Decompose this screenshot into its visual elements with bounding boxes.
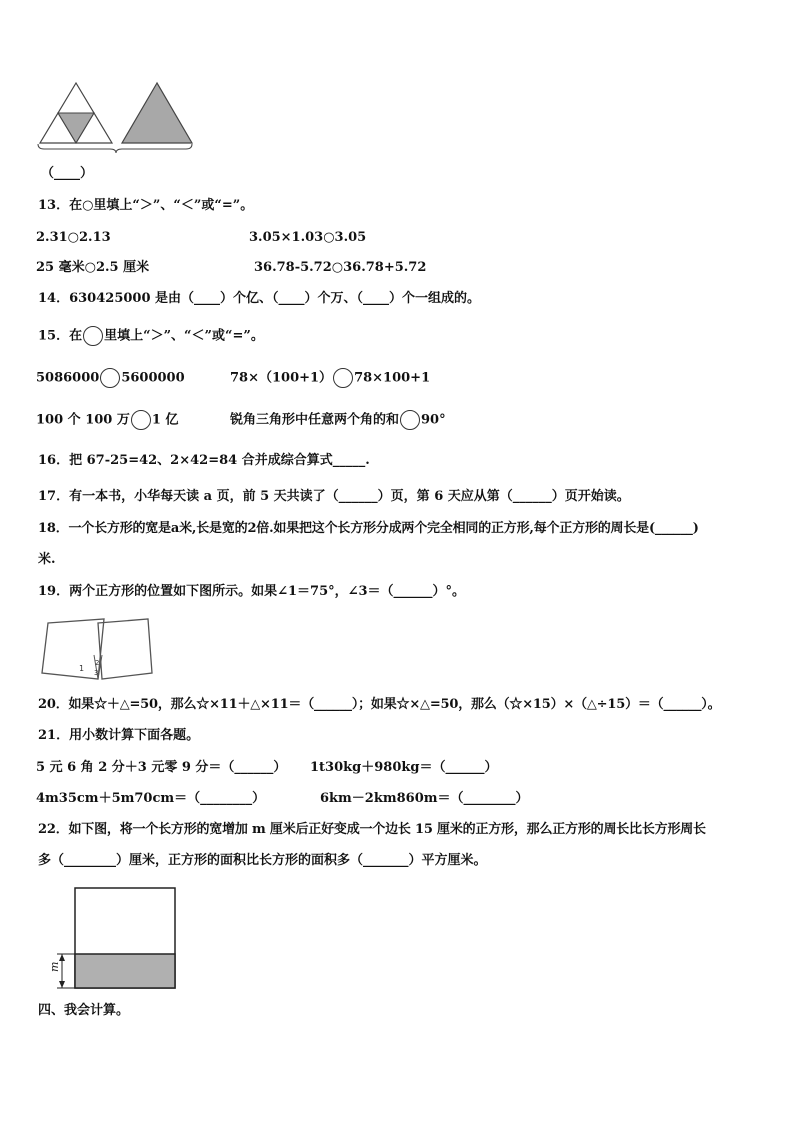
compare-circle[interactable] xyxy=(131,410,151,430)
q13-a[interactable]: 2.31○2.13 xyxy=(36,230,111,245)
right-square xyxy=(98,619,152,679)
q15-title-pre: 15．在 xyxy=(38,328,83,344)
q15-b-right: 78×100+1 xyxy=(354,370,431,386)
q21-a[interactable]: 5 元 6 角 2 分＋3 元零 9 分＝（______） xyxy=(36,760,287,775)
shaded-center-triangle xyxy=(58,113,94,143)
q18-line1[interactable]: 18．一个长方形的宽是a米,长是宽的2倍.如果把这个长方形分成两个完全相同的正方形,每个正方形的周长是(______) xyxy=(38,521,699,536)
q13-d[interactable]: 36.78-5.72○36.78+5.72 xyxy=(254,260,427,275)
shaded-strip xyxy=(75,954,175,988)
q15-d-right: 90° xyxy=(421,412,446,428)
angle-label-2: 2 xyxy=(95,659,100,667)
q15-d-left: 锐角三角形中任意两个角的和 xyxy=(230,412,400,428)
q15-title-post: 里填上“＞”、“＜”或“=”。 xyxy=(104,328,264,344)
fig12-blank[interactable]: （____） xyxy=(41,166,94,181)
q13-b[interactable]: 3.05×1.03○3.05 xyxy=(249,230,367,245)
q21-c[interactable]: 4m35cm＋5m70cm＝（________） xyxy=(36,791,266,806)
q22-line1: 22．如下图，将一个长方形的宽增加 m 厘米后正好变成一个边长 15 厘米的正方形，那么正方形的周长比长方形周长 xyxy=(38,822,706,837)
q13-title: 13．在○里填上“＞”、“＜”或“=”。 xyxy=(38,198,254,213)
compare-circle[interactable] xyxy=(400,410,420,430)
m-label: m xyxy=(48,961,61,972)
q21-title: 21．用小数计算下面各题。 xyxy=(38,728,200,743)
q22-line2[interactable]: 多（________）厘米，正方形的面积比长方形的面积多（_______）平方厘米。 xyxy=(38,853,487,868)
angle-label-3: 3 xyxy=(94,669,99,677)
q20-text[interactable]: 20．如果☆＋△=50，那么☆×11＋△×11＝（______）；如果☆×△=50，那么（☆×15）×（△÷15）＝（______）。 xyxy=(38,697,721,712)
q14-text[interactable]: 14．630425000 是由（____）个亿、（____）个万、（____）个一组成的。 xyxy=(38,291,481,306)
q18-line2: 米. xyxy=(38,552,56,567)
q15-a-left: 5086000 xyxy=(36,370,100,386)
compare-circle xyxy=(83,326,103,346)
q15-b xyxy=(230,368,430,388)
large-shaded-triangle xyxy=(122,83,192,143)
q15-b-left: 78×（100+1） xyxy=(230,370,333,386)
q15-c-left: 100 个 100 万 xyxy=(36,412,130,428)
triangles-figure xyxy=(36,80,196,160)
compare-circle[interactable] xyxy=(333,368,353,388)
angle-label-1: 1 xyxy=(79,664,85,673)
q21-d[interactable]: 6km－2km860m＝（________） xyxy=(320,791,529,806)
q15-title xyxy=(38,326,264,346)
q19-text[interactable]: 19．两个正方形的位置如下图所示。如果∠1＝75°，∠3＝（______）°。 xyxy=(38,584,466,599)
brace xyxy=(38,144,192,153)
section4-title: 四、我会计算。 xyxy=(38,1003,130,1018)
two-squares-figure xyxy=(40,615,160,685)
q16-text[interactable]: 16．把 67-25=42、2×42=84 合并成综合算式_____. xyxy=(38,453,370,468)
compare-circle[interactable] xyxy=(100,368,120,388)
q15-c-right: 1 亿 xyxy=(151,412,179,428)
q15-a xyxy=(36,368,185,388)
q17-text[interactable]: 17．有一本书，小华每天读 a 页，前 5 天共读了（______）页，第 6 天应从第（______）页开始读。 xyxy=(38,489,630,504)
q15-d xyxy=(230,410,446,430)
q13-c[interactable]: 25 毫米○2.5 厘米 xyxy=(36,260,150,275)
q15-a-right: 5600000 xyxy=(121,370,185,386)
rectangle-figure xyxy=(45,886,185,991)
q15-c xyxy=(36,410,178,430)
q21-b[interactable]: 1t30kg＋980kg＝（______） xyxy=(310,760,498,775)
